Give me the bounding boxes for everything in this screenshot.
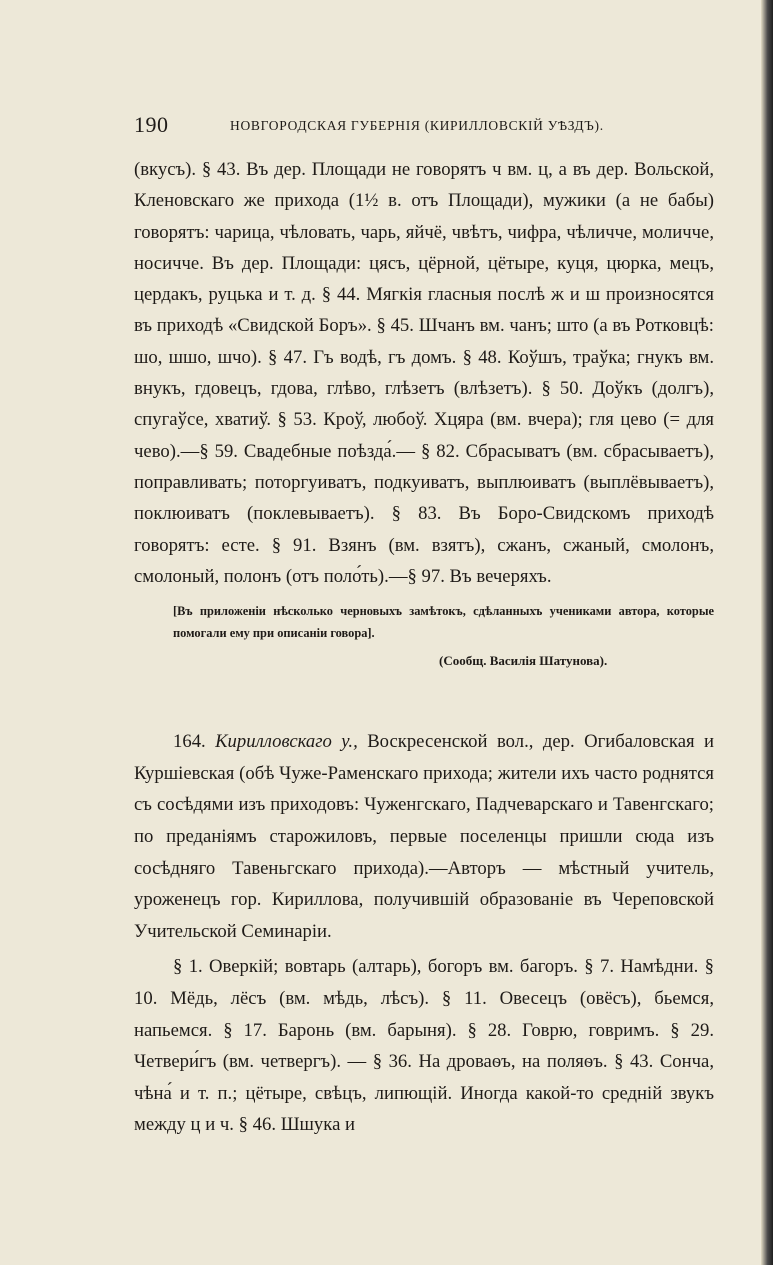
note-source: (Сообщ. Василія Шатунова). (439, 653, 608, 669)
running-head: НОВГОРОДСКАЯ ГУБЕРНІЯ (КИРИЛЛОВСКІЙ УѢЗДЪ). (230, 118, 604, 133)
entry-164 (134, 726, 714, 947)
entry-number: 164. (173, 731, 206, 753)
page-header (134, 112, 714, 146)
entry-text: Воскресенской вол., дер. Огибаловская и Куршіевская (обѣ Чуже-Раменскаго прихода; жители ихъ часто роднятся съ сосѣдями изъ приходовъ: Чуженгскаго, Падчеварскаго и Тавенгскаго; по преданіямъ старожиловъ, первые поселенцы пришли сюда изъ сосѣдняго Тавеньгскаго прихода).—Авторъ — мѣстный учитель, уроженецъ гор. Кириллова, получившій образованіе въ Череповской Учительской Семинаріи. (134, 731, 715, 942)
entry-district: Кирилловскаго у., (215, 731, 358, 753)
paragraph-continued: (вкусъ). § 43. Въ дер. Площади не говорятъ ч вм. ц, а въ дер. Вольской, Кленовскаго же прихода (1½ в. отъ Площади), мужики (а не бабы) говорятъ: чарица, чѣловать, чарь, яйчё, чвѣтъ, чифра, чѣличче, моличче, носичче. Въ дер. Площади: цясъ, цёрной, цётыре, куця, цюрка, мецъ, цердакъ, руцька и т. д. § 44. Мягкія гласныя послѣ ж и ш произносятся въ приходѣ «Свидской Боръ». § 45. Шчанъ вм. чанъ; што (а въ Ротковцѣ: шо, шшо, шчо). § 47. Гъ водѣ, гъ домъ. § 48. Коўшъ, траўка; гнукъ вм. внукъ, гдовецъ, гдова, глѣво, глѣзетъ (влѣзетъ). § 50. Доўкъ (долгъ), спугаўсе, хватиў. § 53. Кроў, любоў. Хцяра (вм. вчера); гля цево (= для чево).—§ 59. Свадебные поѣзда́.— § 82. Сбрасыватъ (вм. сбрасываетъ), поправливать; поторгуиватъ, подкуиватъ, выплюиватъ (выплёвываетъ), поклюиватъ (поклевываетъ). § 83. Въ Боро-Свидскомъ приходѣ говорятъ: есте. § 91. Взянъ (вм. взятъ), сжанъ, сжаный, смолонъ, смолоный, полонъ (отъ поло́ть).—§ 97. Въ вечеряхъ. (134, 159, 714, 587)
editorial-note: [Въ приложеніи нѣсколько черновыхъ замѣтокъ, сдѣланныхъ учениками автора, которые помогали ему при описаніи говора]. (173, 604, 714, 641)
page-number: 190 (134, 112, 169, 137)
book-page (134, 112, 714, 1141)
page-edge-shadow (761, 0, 773, 1265)
paragraph-sections: § 1. Оверкій; вовтарь (алтарь), богоръ вм. багоръ. § 7. Намѣдни. § 10. Мёдь, лёсъ (вм. мѣдь, лѣсъ). § 11. Овесецъ (овёсъ), бьемся, напьемся. § 17. Баронь (вм. барыня). § 28. Говрю, говримъ. § 29. Четвери́гъ (вм. четвергъ). — § 36. На дроваѳъ, на поляѳъ. § 43. Сонча, чѣна́ и т. п.; цётыре, свѣцъ, липющій. Иногда какой-то средній звукъ между ц и ч. § 46. Шшука и (134, 956, 714, 1136)
